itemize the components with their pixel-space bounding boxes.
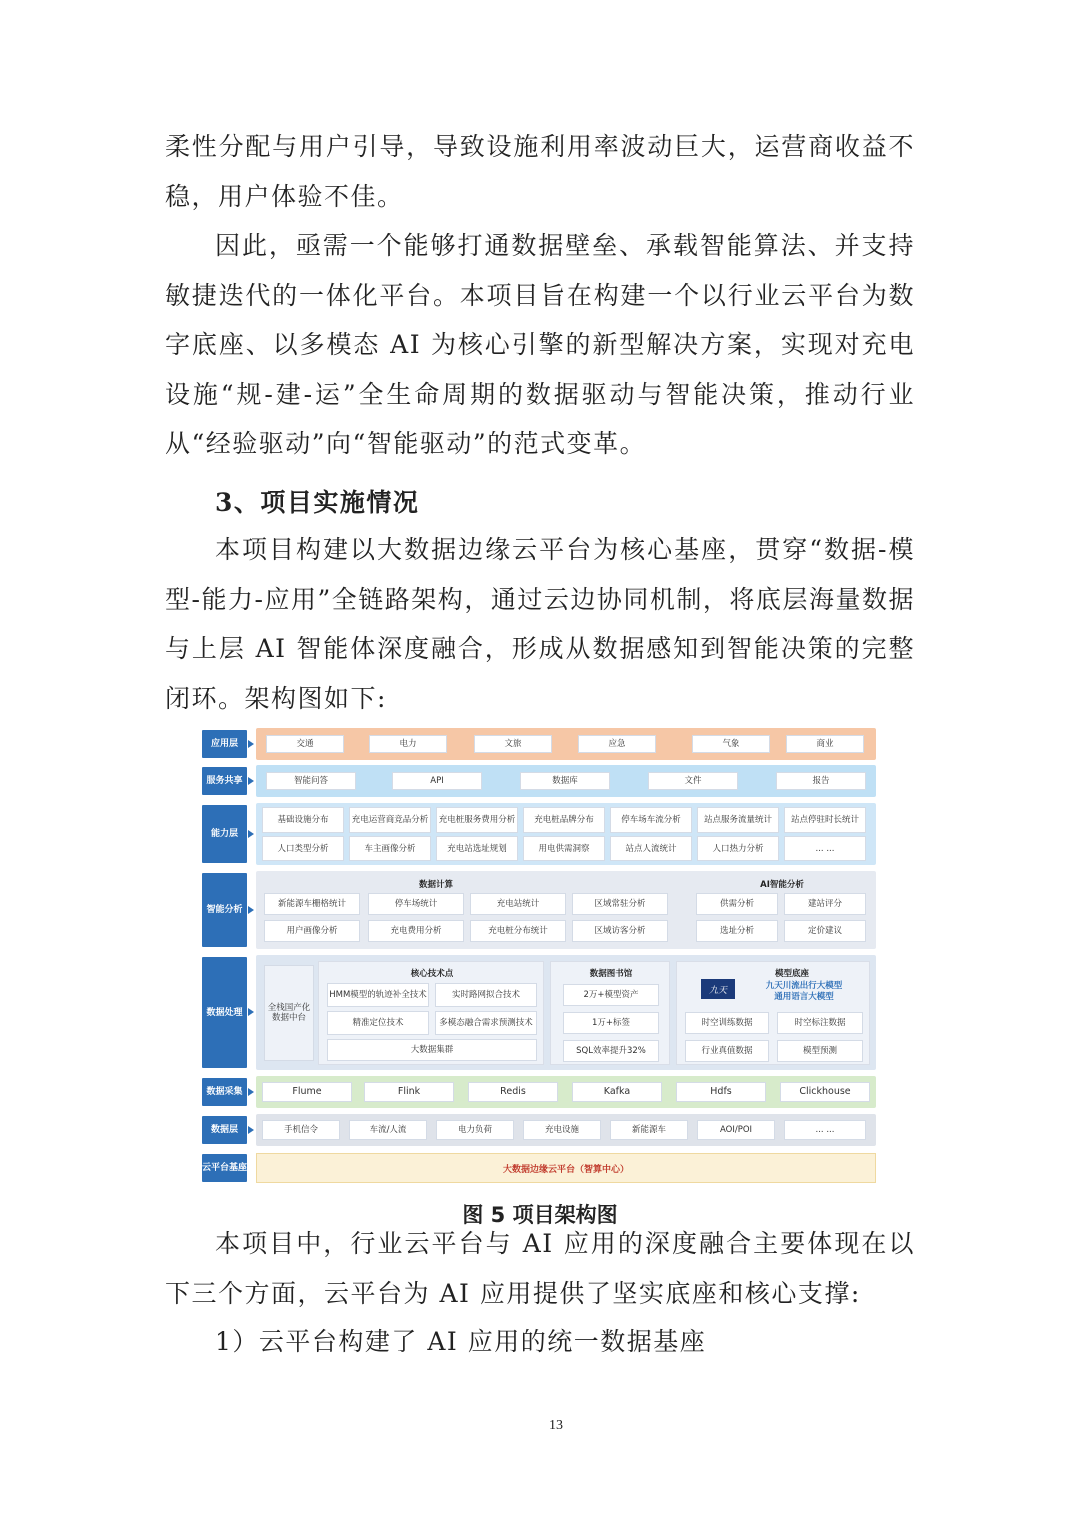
service-layer-label: 服务共享 <box>202 767 247 795</box>
ability-item: 充电桩品牌分布 <box>523 807 605 833</box>
ability-item: 基础设施分布 <box>262 807 344 833</box>
core-tech-group <box>318 961 544 1065</box>
ability-panel <box>256 803 876 865</box>
process-layer-label: 数据处理 <box>202 957 247 1068</box>
data-layer-label: 数据层 <box>202 1116 247 1144</box>
ability-item: 人口类型分析 <box>262 836 344 861</box>
data-panel <box>256 1114 876 1146</box>
core-tech-item: 大数据集群 <box>327 1039 537 1061</box>
arrow-icon <box>248 906 254 914</box>
app-item: 商业 <box>786 735 864 753</box>
ability-item: 充电站选址规划 <box>436 836 518 861</box>
data-layer <box>200 1114 878 1146</box>
arrow-icon <box>248 1126 254 1134</box>
compute-item: 充电桩分布统计 <box>470 920 566 942</box>
process-layer <box>200 955 878 1070</box>
data-item: ... ... <box>784 1120 866 1140</box>
intel-layer <box>200 871 878 949</box>
ai-item: 定价建议 <box>784 920 866 942</box>
jiutian-logo-icon: 九天 <box>701 979 735 999</box>
ability-item: ... ... <box>784 836 866 861</box>
paragraph-5: 1）云平台构建了 AI 应用的统一数据基座 <box>215 1327 707 1356</box>
ability-item: 充电运营商竞品分析 <box>349 807 431 833</box>
data-library-title: 数据图书馆 <box>589 969 633 979</box>
ability-item: 车主画像分析 <box>349 836 431 861</box>
collect-layer-label: 数据采集 <box>202 1078 247 1106</box>
ai-item: 建站评分 <box>784 893 866 915</box>
intel-panel <box>256 871 876 949</box>
model-base-group <box>676 961 870 1065</box>
data-item: 电力负荷 <box>436 1120 514 1140</box>
collect-panel <box>256 1076 876 1108</box>
ai-analysis-title: AI智能分析 <box>760 880 804 890</box>
paragraph-4: 本项目中，行业云平台与 AI 应用的深度融合主要体现在以下三个方面，云平台为 AI 应用提供了坚实底座和核心支撑: <box>165 1229 915 1308</box>
data-library-group <box>550 961 670 1065</box>
section-heading: 3、项目实施情况 <box>215 488 420 517</box>
paragraph-3: 本项目构建以大数据边缘云平台为核心基座，贯穿“数据-模型-能力-应用”全链路架构，通过云边协同机制，将底层海量数据与上层 AI 智能体深度融合，形成从数据感知到智能决策的完整闭环。架构图如下: <box>165 535 915 713</box>
app-item: 电力 <box>369 735 447 753</box>
arrow-icon <box>248 1008 254 1016</box>
cloud-layer-label: 云平台基座 <box>202 1154 247 1182</box>
compute-item: 停车场统计 <box>368 893 464 915</box>
data-item: 新能源车 <box>610 1120 688 1140</box>
cloud-base-panel: 大数据边缘云平台（智算中心） <box>256 1153 876 1183</box>
figure-caption: 图 5 项目架构图 <box>462 1203 618 1227</box>
app-panel <box>256 728 876 760</box>
paragraph-2: 因此，亟需一个能够打通数据壁垒、承载智能算法、并支持敏捷迭代的一体化平台。本项目旨在构建一个以行业云平台为数字底座、以多模态 AI 为核心引擎的新型解决方案，实现对充电设施“规-建-运”全生命周期的数据驱动与智能决策，推动行业从“经验驱动”向“智能驱动”的范式变革。 <box>165 231 915 458</box>
data-library-item: 2万+模型资产 <box>563 984 659 1006</box>
data-library-item: 1万+标签 <box>563 1012 659 1034</box>
model-base-title: 模型底座 <box>774 969 809 979</box>
service-layer <box>200 765 878 797</box>
data-middle-platform: 全栈国产化数据中台 <box>264 965 314 1061</box>
cloud-layer <box>200 1152 878 1184</box>
data-item: 车流/人流 <box>349 1120 427 1140</box>
collect-item: Clickhouse <box>780 1082 870 1102</box>
model-item: 行业真值数据 <box>685 1040 769 1062</box>
service-item: 文件 <box>648 772 738 790</box>
ability-item: 充电桩服务费用分析 <box>436 807 518 833</box>
ability-item: 停车场车流分析 <box>610 807 692 833</box>
model-name-2: 通用语言大模型 <box>774 992 834 1002</box>
page-number: 13 <box>549 1418 563 1433</box>
ability-item: 站点人流统计 <box>610 836 692 861</box>
core-tech-item: 多模态融合需求预测技术 <box>435 1011 537 1035</box>
process-panel <box>256 955 876 1070</box>
app-item: 文旅 <box>474 735 552 753</box>
app-item: 气象 <box>692 735 770 753</box>
compute-item: 充电站统计 <box>470 893 566 915</box>
data-item: 充电设施 <box>523 1120 601 1140</box>
arrow-icon <box>248 740 254 748</box>
collect-item: Kafka <box>572 1082 662 1102</box>
ability-item: 用电供需洞察 <box>523 836 605 861</box>
ability-layer-label: 能力层 <box>202 805 247 863</box>
collect-item: Flume <box>262 1082 352 1102</box>
app-layer-label: 应用层 <box>202 730 247 758</box>
compute-item: 用户画像分析 <box>264 920 360 942</box>
model-item: 时空标注数据 <box>777 1012 863 1034</box>
compute-item: 区域常驻分析 <box>572 893 668 915</box>
arrow-icon <box>248 777 254 785</box>
ability-item: 站点停驻时长统计 <box>784 807 866 833</box>
arrow-icon <box>248 1088 254 1096</box>
model-item: 时空训练数据 <box>685 1012 769 1034</box>
service-item: 智能问答 <box>266 772 356 790</box>
core-tech-item: HMM模型的轨迹补全技术 <box>327 983 429 1007</box>
paragraph-1: 柔性分配与用户引导，导致设施利用率波动巨大，运营商收益不稳，用户体验不佳。 <box>165 132 915 211</box>
data-item: 手机信令 <box>262 1120 340 1140</box>
core-tech-item: 实时路网拟合技术 <box>435 983 537 1007</box>
service-item: API <box>392 772 482 790</box>
app-layer <box>200 728 878 760</box>
collect-item: Flink <box>364 1082 454 1102</box>
app-item: 应急 <box>578 735 656 753</box>
arrow-icon <box>248 830 254 838</box>
collect-item: Hdfs <box>676 1082 766 1102</box>
core-tech-item: 精准定位技术 <box>327 1011 429 1035</box>
model-name-1: 九天川流出行大模型 <box>765 981 843 991</box>
compute-item: 充电费用分析 <box>368 920 464 942</box>
compute-title: 数据计算 <box>418 880 453 890</box>
ai-item: 供需分析 <box>696 893 778 915</box>
ability-item: 人口热力分析 <box>697 836 779 861</box>
ai-item: 选址分析 <box>696 920 778 942</box>
core-tech-title: 核心技术点 <box>410 969 454 979</box>
data-item: AOI/POI <box>697 1120 775 1140</box>
model-item: 模型预测 <box>777 1040 863 1062</box>
service-item: 报告 <box>776 772 866 790</box>
app-item: 交通 <box>266 735 344 753</box>
intel-layer-label: 智能分析 <box>202 873 247 947</box>
collect-item: Redis <box>468 1082 558 1102</box>
service-panel <box>256 765 876 797</box>
collect-layer <box>200 1076 878 1108</box>
compute-item: 区域访客分析 <box>572 920 668 942</box>
ability-item: 站点服务流量统计 <box>697 807 779 833</box>
service-item: 数据库 <box>520 772 610 790</box>
compute-item: 新能源车栅格统计 <box>264 893 360 915</box>
data-library-item: SQL效率提升32% <box>563 1040 659 1062</box>
architecture-diagram <box>200 728 878 1184</box>
ability-layer <box>200 803 878 865</box>
